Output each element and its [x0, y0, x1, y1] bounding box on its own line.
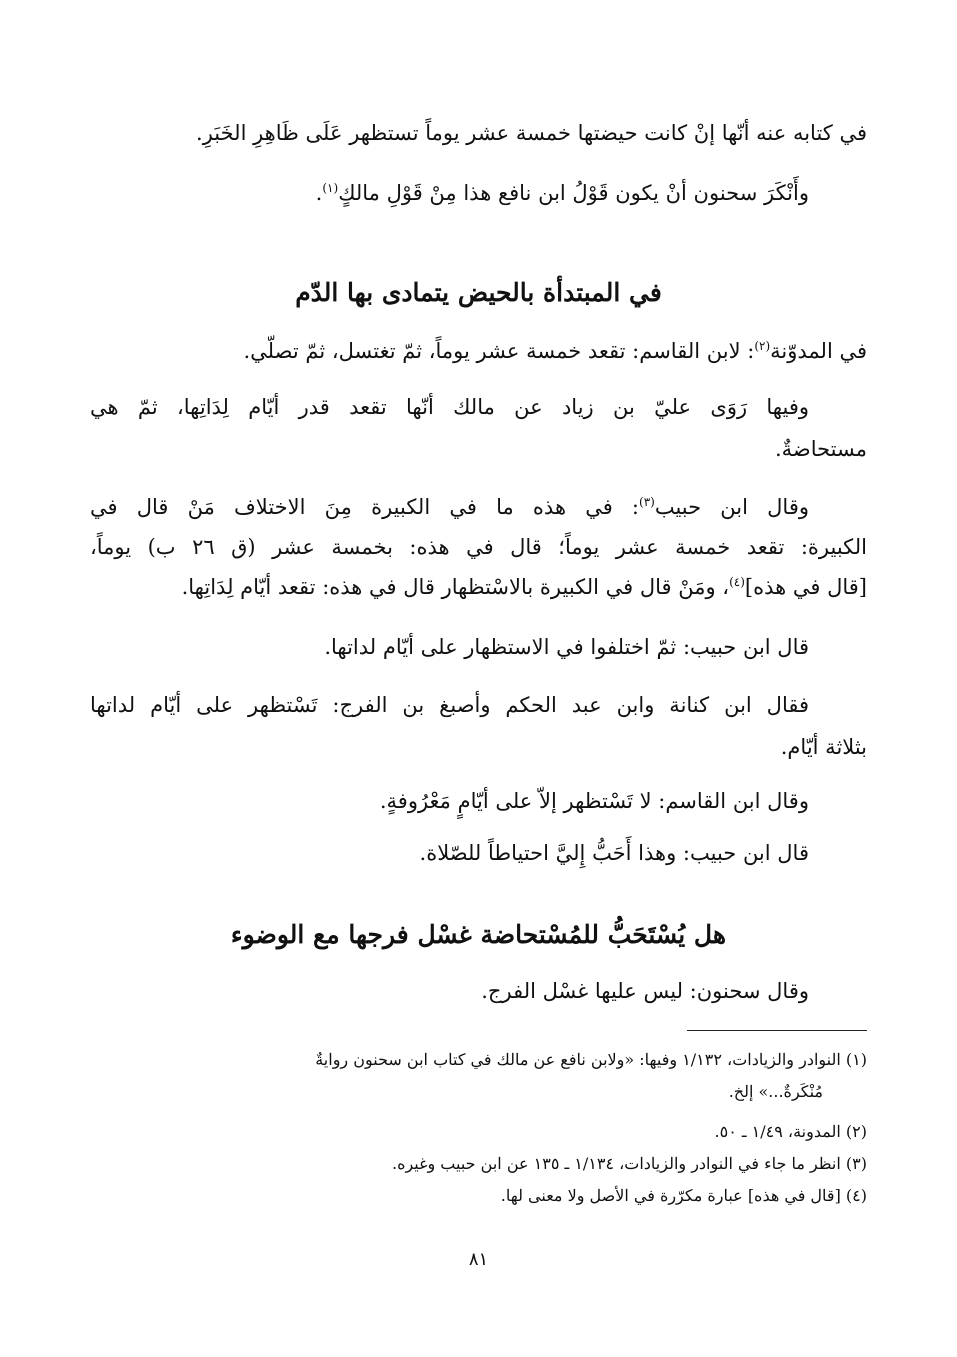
paragraph-text: وأَنْكَرَ سحنون أنْ يكون قَوْلُ ابن نافع هذا مِنْ قَوْلِ مالكٍ [338, 181, 809, 205]
paragraph-line: فقال ابن كنانة وابن عبد الحكم وأصبغ بن الفرج: تَسْتظهر على أيّام لداتها [90, 693, 809, 717]
footnote-ref[interactable]: (٣) [639, 495, 655, 509]
paragraph-text: : لابن القاسم: تقعد خمسة عشر يوماً، ثمّ تغتسل، ثمّ تصلّي. [243, 339, 755, 363]
paragraph-text: [قال في هذه] [744, 575, 867, 599]
paragraph-line: قال ابن حبيب: ثمّ اختلفوا في الاستظهار على أيّام لداتها. [324, 635, 809, 659]
paragraph-line: في كتابه عنه أنّها إنْ كانت حيضتها خمسة عشر يوماً تستظهر عَلَى ظَاهِرِ الخَبَرِ. [196, 121, 867, 145]
footnote: (١) النوادر والزيادات، ١/١٣٢ وفيها: «ولابن نافع عن مالك في كتاب ابن سحنون روايةٌ [315, 1050, 867, 1069]
page-number: ٨١ [468, 1249, 489, 1270]
paragraph-line: بثلاثة أيّام. [780, 735, 867, 759]
paragraph-line [90, 492, 809, 522]
footnote-separator [687, 1030, 867, 1031]
paragraph-text: في المدوّنة [770, 339, 867, 363]
footnote: (٢) المدونة، ١/٤٩ ـ ٥٠. [714, 1122, 867, 1141]
paragraph-line: وقال ابن القاسم: لا تَسْتظهر إلاّ على أيّامٍ مَعْرُوفةٍ. [379, 789, 809, 813]
paragraph-line: قال ابن حبيب: وهذا أَحَبُّ إِليَّ احتياطاً للصّلاة. [419, 841, 809, 865]
footnote: مُنْكَرةٌ...» إلخ. [728, 1082, 823, 1101]
paragraph-text: . [315, 181, 323, 205]
paragraph-line [316, 178, 809, 208]
paragraph-line [244, 336, 868, 366]
paragraph-line: وقال سحنون: ليس عليها غسْل الفرج. [481, 979, 809, 1003]
footnote-ref[interactable]: (٤) [729, 575, 745, 589]
footnote: (٣) انظر ما جاء في النوادر والزيادات، ١/١٣٤ ـ ١٣٥ عن ابن حبيب وغيره. [392, 1154, 867, 1173]
footnote-ref[interactable]: (١) [322, 181, 339, 195]
paragraph-line [182, 572, 867, 602]
paragraph-text: وقال ابن حبيب [654, 495, 809, 519]
section-heading: هل يُسْتَحَبُّ للمُسْتحاضة غسْل فرجها مع الوضوء [230, 920, 727, 949]
paragraph-line: الكبيرة: تقعد خمسة عشر يوماً؛ قال في هذه: بخمسة عشر (ق ٢٦ ب) يوماً، [90, 535, 868, 559]
paragraph-text: : في هذه ما في الكبيرة مِنَ الاختلاف مَنْ قال في [90, 495, 640, 519]
paragraph-line: مستحاضةٌ. [774, 437, 867, 461]
paragraph-text: ، ومَنْ قال في الكبيرة بالاسْتظهار قال في هذه: تقعد أيّام لِدَاتِها. [181, 575, 730, 599]
section-heading: في المبتدأة بالحيض يتمادى بها الدّم [295, 278, 662, 307]
paragraph-line: وفيها رَوَى عليّ بن زياد عن مالك أنّها تقعد قدر أيّام لِدَاتِها، ثمّ هي [90, 395, 809, 419]
footnote-ref[interactable]: (٢) [754, 339, 771, 353]
footnote: (٤) [قال في هذه] عبارة مكرّرة في الأصل ولا معنى لها. [500, 1186, 867, 1205]
